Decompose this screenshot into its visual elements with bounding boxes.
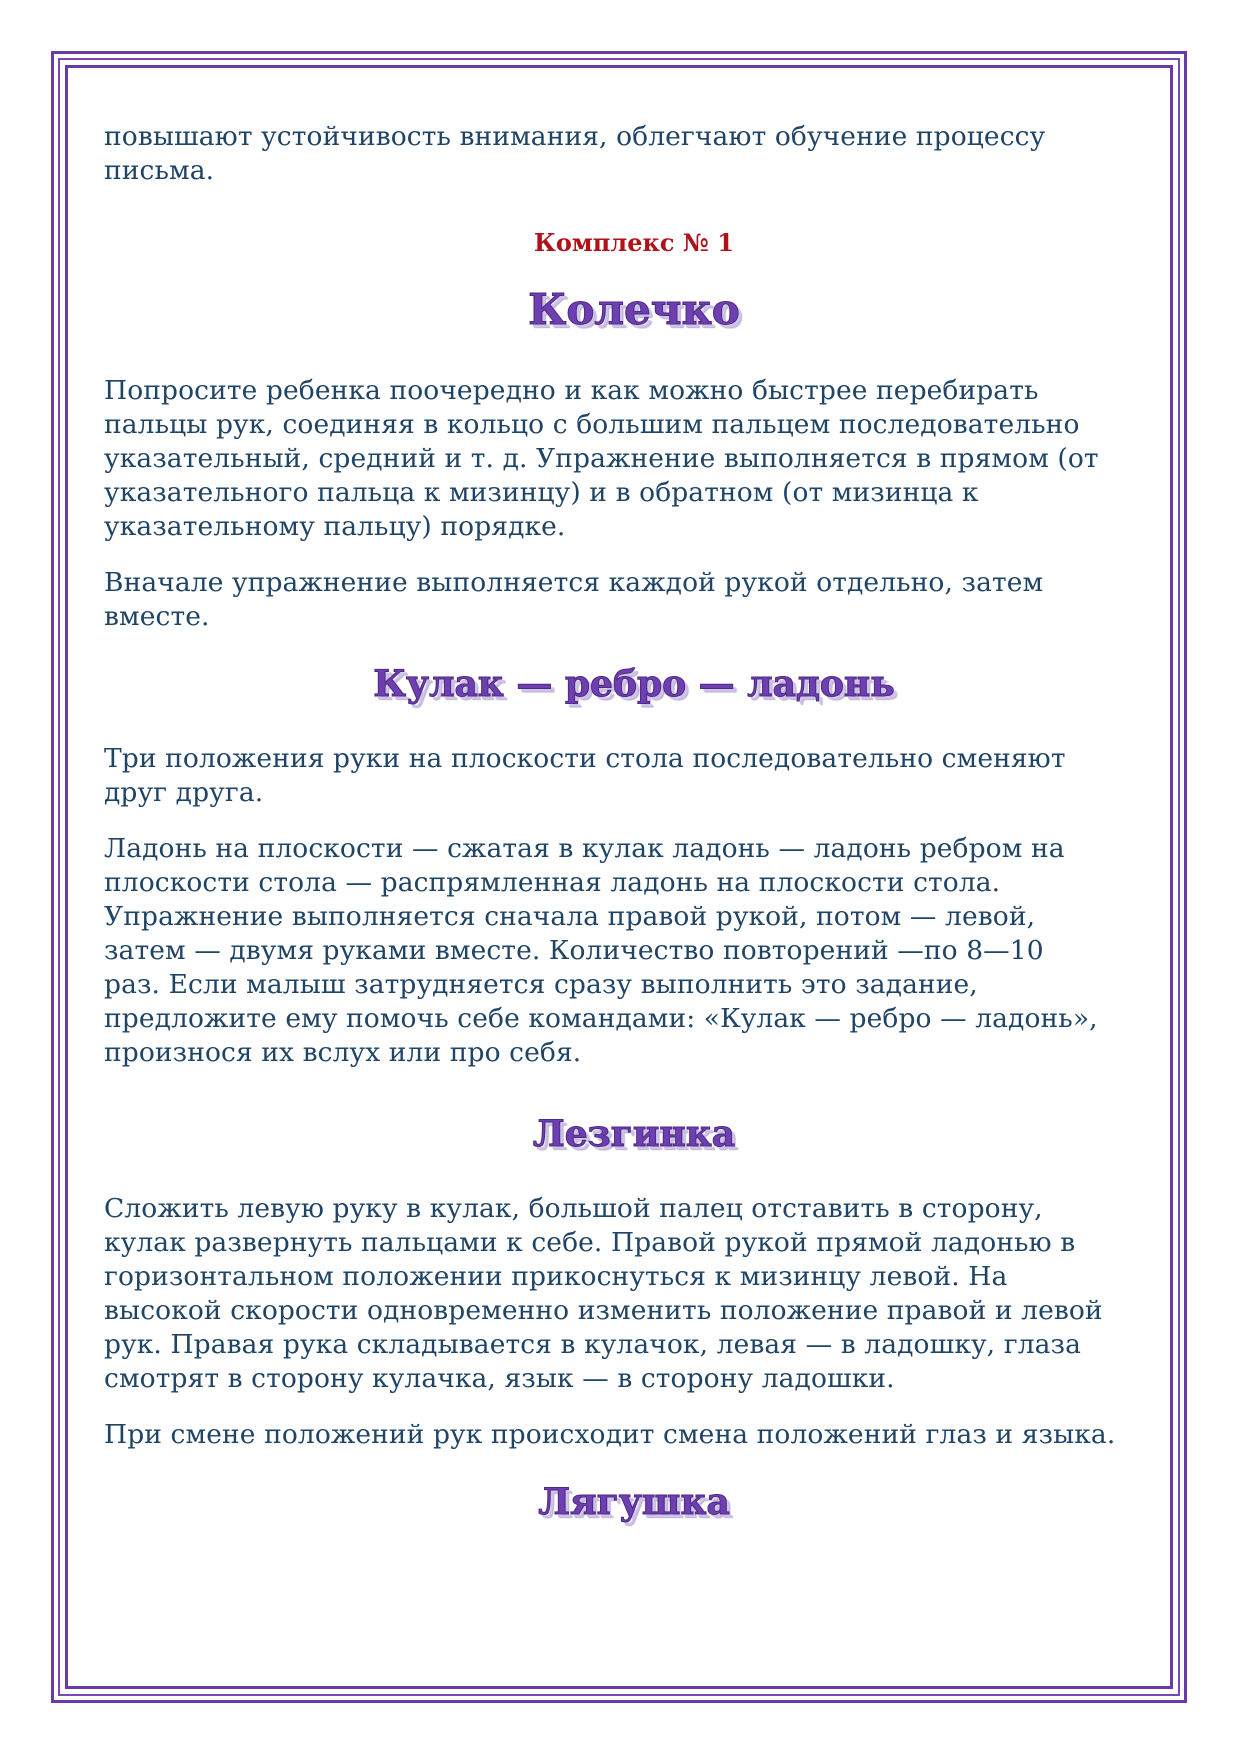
- section-ring-paragraph-1: Попросите ребенка поочередно и как можно быстрее перебирать пальцы рук, соединяя в кольцо с большим пальцем последовательно указательный, средний и т. д. Упражнение выполняется в прямом (от указательного пальца к мизинцу) и в обратном (от мизинца к указательному пальцу) порядке.: [104, 375, 1099, 542]
- page-content: [104, 120, 1164, 1524]
- section-heading-frog: Лягушка: [538, 1481, 730, 1523]
- section-heading-lezginka: Лезгинка: [532, 1113, 736, 1155]
- section-lezginka-paragraph-1: Сложить левую руку в кулак, большой палец отставить в сторону, кулак развернуть пальцами к себе. Правой рукой прямой ладонью в горизонтальном положении прикоснуться к мизинцу левой. На высокой скорости одновременно изменить положение правой и левой рук. Правая рука складывается в кулачок, левая — в ладошку, глаза смотрят в сторону кулачка, язык — в сторону ладошки.: [104, 1193, 1103, 1394]
- section-lezginka-paragraph-2: При смене положений рук происходит смена положений глаз и языка.: [104, 1419, 1116, 1450]
- section-heading-ring: Колечко: [528, 285, 740, 334]
- section-ring-paragraph-2: Вначале упражнение выполняется каждой рукой отдельно, затем вместе.: [104, 567, 1044, 632]
- section-fist-paragraph-1: Три положения руки на плоскости стола последовательно сменяют друг друга.: [104, 743, 1066, 808]
- section-heading-fist-edge-palm: Кулак — ребро — ладонь: [373, 663, 895, 705]
- intro-paragraph: повышают устойчивость внимания, облегчают обучение процессу письма.: [104, 121, 1046, 186]
- section-fist-paragraph-2: Ладонь на плоскости — сжатая в кулак ладонь — ладонь ребром на плоскости стола — распрямленная ладонь на плоскости стола. Упражнение выполняется сначала правой рукой, потом — левой, затем — двумя руками вместе. Количество повторений —по 8—10 раз. Если малыш затрудняется сразу выполнить это задание, предложите ему помочь себе командами: «Кулак — ребро — ладонь», произнося их вслух или про себя.: [104, 833, 1098, 1068]
- complex-title: Комплекс № 1: [534, 228, 734, 257]
